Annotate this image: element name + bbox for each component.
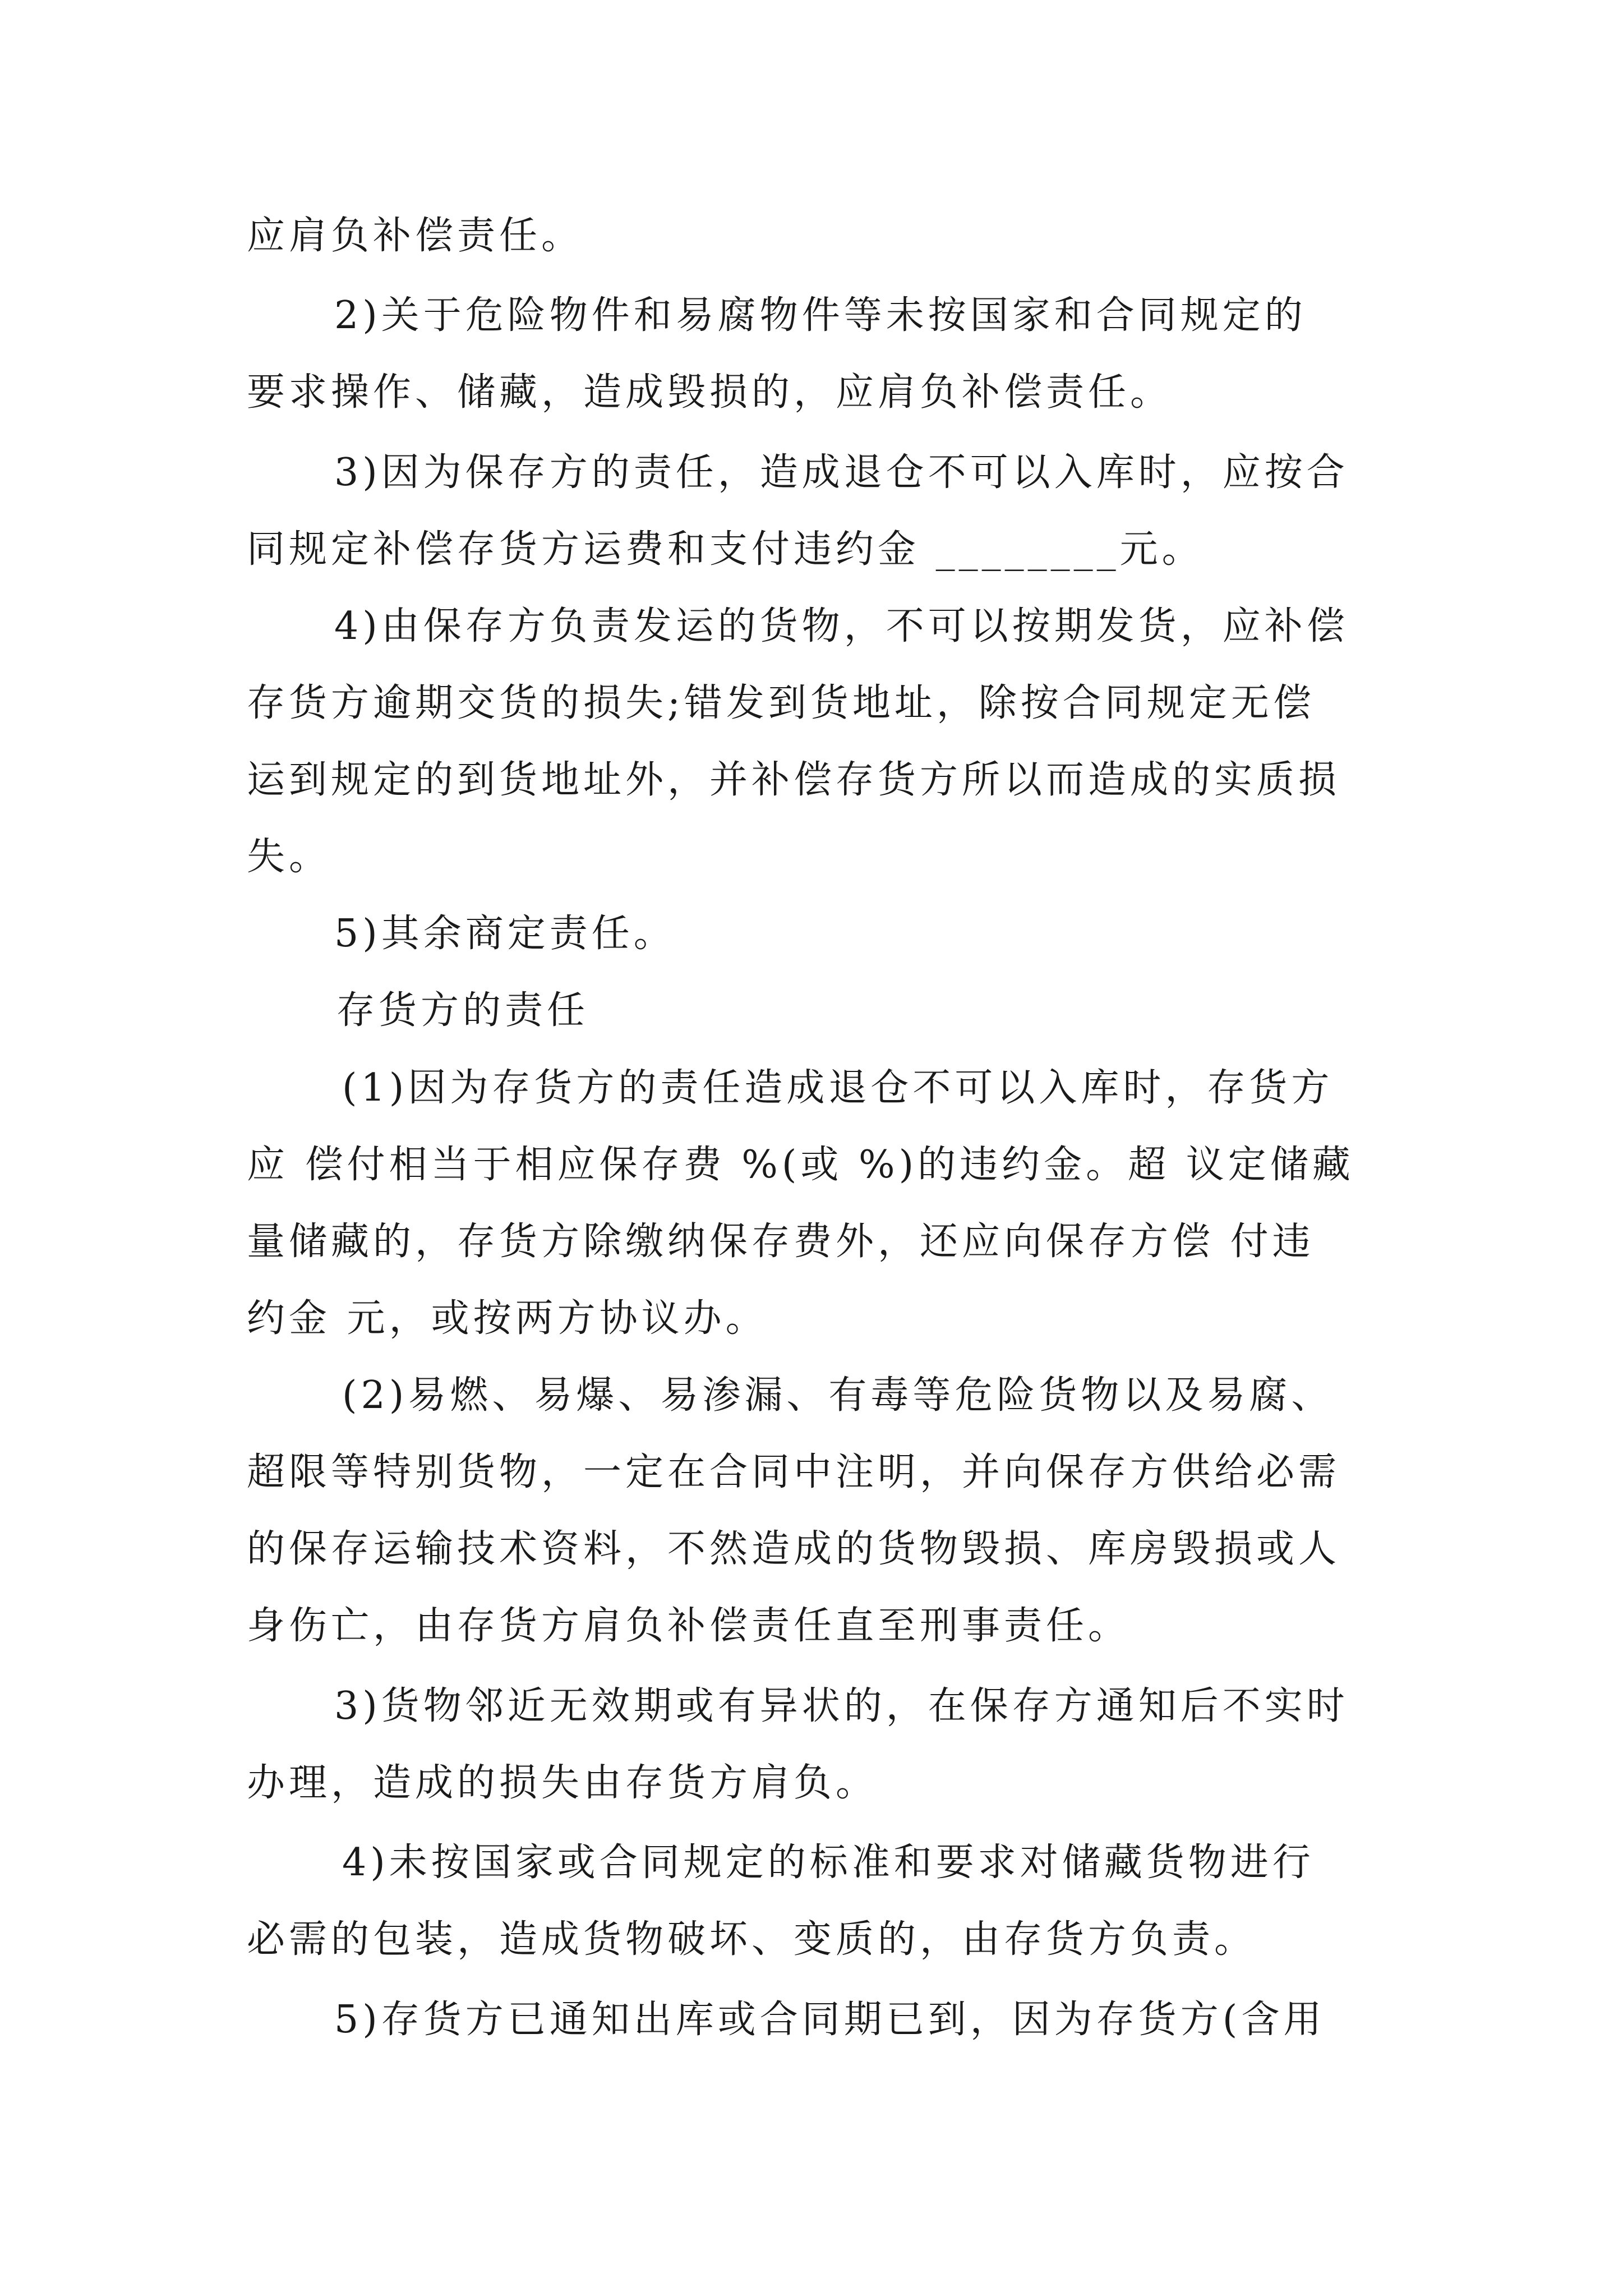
text-line: (1)因为存货方的责任造成退仓不可以入库时，存货方 [342, 1066, 1334, 1110]
text-line: 的保存运输技术资料，不然造成的货物毁损、库房毁损或人 [247, 1527, 1341, 1571]
text-line: (2)易燃、易爆、易渗漏、有毒等危险货物以及易腐、 [342, 1373, 1334, 1418]
text-line: 办理，造成的损失由存货方肩负。 [247, 1761, 878, 1805]
text-line: 要求操作、储藏，造成毁损的，应肩负补偿责任。 [247, 370, 1173, 415]
text-line: 5)存货方已通知出库或合同期已到，因为存货方(含用 [334, 1998, 1326, 2042]
text-line: 运到规定的到货地址外，并补偿存货方所以而造成的实质损 [247, 758, 1341, 802]
text-line: 存货方逾期交货的损失;错发到货地址，除按合同规定无偿 [247, 681, 1315, 725]
text-line: 同规定补偿存货方运费和支付违约金 ________元。 [247, 527, 1204, 572]
text-line: 约金 元，或按两方协议办。 [247, 1296, 768, 1341]
text-line: 4)由保存方负责发运的货物，不可以按期发货，应补偿 [334, 604, 1349, 648]
section-heading: 存货方的责任 [336, 988, 589, 1033]
text-line: 身伤亡，由存货方肩负补偿责任直至刑事责任。 [247, 1604, 1131, 1648]
text-line: 应 偿付相当于相应保存费 %(或 %)的违约金。超 议定储藏 [247, 1143, 1354, 1187]
text-line: 量储藏的，存货方除缴纳保存费外，还应向保存方偿 付违 [247, 1220, 1315, 1264]
text-line: 4)未按国家或合同规定的标准和要求对储藏货物进行 [342, 1841, 1315, 1885]
text-line: 2)关于危险物件和易腐物件等未按国家和合同规定的 [334, 293, 1307, 338]
text-line: 失。 [247, 835, 331, 879]
text-line: 应肩负补偿责任。 [247, 214, 584, 258]
text-line: 3)货物邻近无效期或有异状的，在保存方通知后不实时 [334, 1684, 1349, 1728]
text-line: 3)因为保存方的责任，造成退仓不可以入库时，应按合 [334, 450, 1349, 495]
text-line: 5)其余商定责任。 [334, 912, 676, 956]
text-line: 必需的包装，造成货物破坏、变质的，由存货方负责。 [247, 1917, 1257, 1962]
text-line: 超限等特别货物，一定在合同中注明，并向保存方供给必需 [247, 1450, 1341, 1494]
